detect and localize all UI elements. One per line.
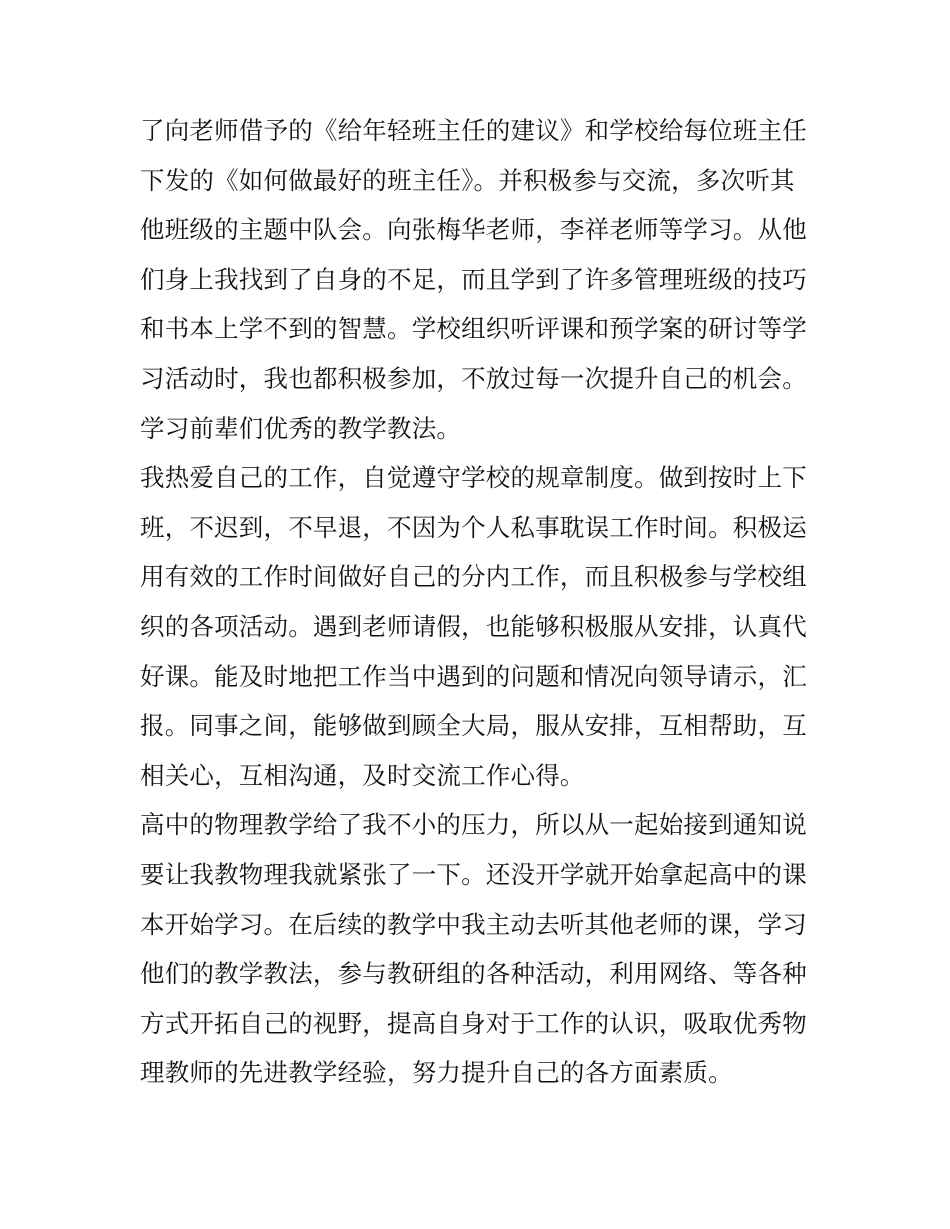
text-line: 们身上我找到了自身的不足，而且学到了许多管理班级的技巧 <box>140 264 807 294</box>
text-line: 用有效的工作时间做好自己的分内工作，而且积极参与学校组 <box>140 562 807 592</box>
text-line: 他们的教学教法，参与教研组的各种活动，利用网络、等各种 <box>140 959 807 989</box>
text-line: 织的各项活动。遇到老师请假，也能够积极服从安排，认真代 <box>140 611 807 641</box>
text-line: 高中的物理教学给了我不小的压力，所以从一起始接到通知说 <box>140 810 807 840</box>
text-line: 相关心，互相沟通，及时交流工作心得。 <box>140 760 585 790</box>
text-line: 报。同事之间，能够做到顾全大局，服从安排，互相帮助，互 <box>140 711 807 741</box>
text-line: 我热爱自己的工作，自觉遵守学校的规章制度。做到按时上下 <box>140 463 807 493</box>
text-line: 本开始学习。在后续的教学中我主动去听其他老师的课，学习 <box>140 909 807 939</box>
text-line: 和书本上学不到的智慧。学校组织听评课和预学案的研讨等学 <box>140 314 807 344</box>
text-line: 他班级的主题中队会。向张梅华老师，李祥老师等学习。从他 <box>140 215 807 245</box>
text-line: 下发的《如何做最好的班主任》。并积极参与交流，多次听其 <box>140 165 795 195</box>
text-line: 要让我教物理我就紧张了一下。还没开学就开始拿起高中的课 <box>140 859 807 889</box>
text-line: 班，不迟到，不早退，不因为个人私事耽误工作时间。积极运 <box>140 512 807 542</box>
text-line: 学习前辈们优秀的教学教法。 <box>140 413 462 443</box>
text-line: 方式开拓自己的视野，提高自身对于工作的认识，吸取优秀物 <box>140 1008 807 1038</box>
text-line: 理教师的先进教学经验，努力提升自己的各方面素质。 <box>140 1058 733 1088</box>
text-line: 习活动时，我也都积极参加，不放过每一次提升自己的机会。 <box>140 363 807 393</box>
body-text <box>140 106 820 1098</box>
text-line: 好课。能及时地把工作当中遇到的问题和情况向领导请示，汇 <box>140 661 807 691</box>
text-line: 了向老师借予的《给年轻班主任的建议》和学校给每位班主任 <box>140 116 807 145</box>
